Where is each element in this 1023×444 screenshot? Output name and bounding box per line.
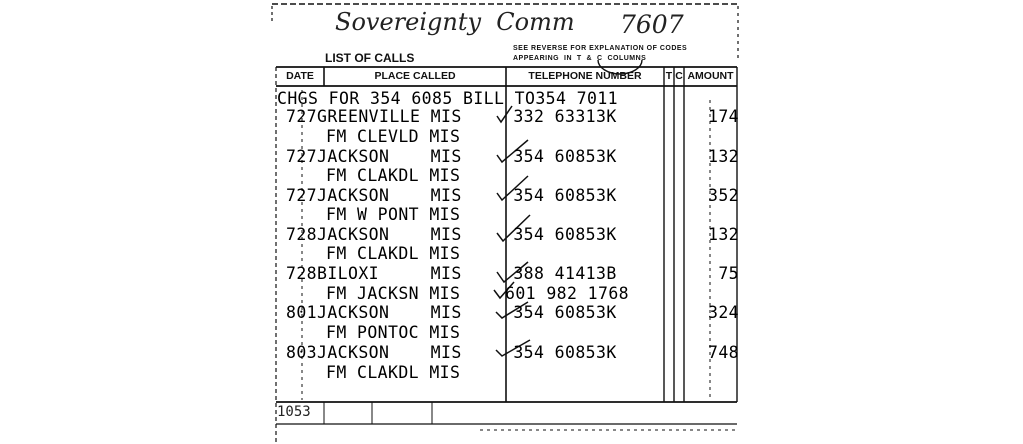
call-origin-number-5: 601 982 1768 (505, 284, 630, 303)
call-origin-5: FM JACKSN MIS (326, 284, 461, 303)
list-title: LIST OF CALLS (325, 51, 415, 65)
call-row-3: 727JACKSON MIS 354 60853K (286, 186, 617, 205)
column-header-date: DATE (286, 70, 314, 82)
call-origin-7: FM CLAKDL MIS (326, 363, 461, 382)
call-amount-6: 324 (707, 303, 739, 322)
column-header-amount: AMOUNT (687, 70, 734, 82)
handwritten-note: Sovereignty Comm (335, 8, 575, 36)
charges-line: CHGS FOR 354 6085 BILL TO354 7011 (277, 89, 619, 108)
call-amount-5: 75 (718, 264, 739, 283)
column-header-c: C (675, 70, 683, 82)
codes-note-line-2: APPEARING IN T & C COLUMNS (513, 55, 647, 62)
call-row-5: 728BILOXI MIS 388 41413B (286, 264, 617, 283)
call-origin-1: FM CLEVLD MIS (326, 127, 461, 146)
call-row-7: 803JACKSON MIS 354 60853K (286, 343, 617, 362)
codes-note-line-1: SEE REVERSE FOR EXPLANATION OF CODES (513, 45, 688, 52)
call-amount-2: 132 (707, 147, 739, 166)
call-origin-3: FM W PONT MIS (326, 205, 461, 224)
call-origin-2: FM CLAKDL MIS (326, 166, 461, 185)
column-header-place-called: PLACE CALLED (374, 70, 456, 82)
call-origin-4: FM CLAKDL MIS (326, 244, 461, 263)
handwritten-number: 7607 (620, 10, 684, 39)
call-row-2: 727JACKSON MIS 354 60853K (286, 147, 617, 166)
call-row-4: 728JACKSON MIS 354 60853K (286, 225, 617, 244)
call-amount-4: 132 (707, 225, 739, 244)
call-row-6: 801JACKSON MIS 354 60853K (286, 303, 617, 322)
call-row-1: 727GREENVILLE MIS 332 63313K (286, 107, 617, 126)
column-header-t: T (665, 70, 673, 82)
call-amount-3: 352 (707, 186, 739, 205)
footer-number: 1053 (277, 404, 311, 420)
column-header-telephone-number: TELEPHONE NUMBER (528, 70, 642, 82)
call-origin-6: FM PONTOC MIS (326, 323, 461, 342)
call-amount-7: 748 (707, 343, 739, 362)
call-amount-1: 174 (707, 107, 739, 126)
